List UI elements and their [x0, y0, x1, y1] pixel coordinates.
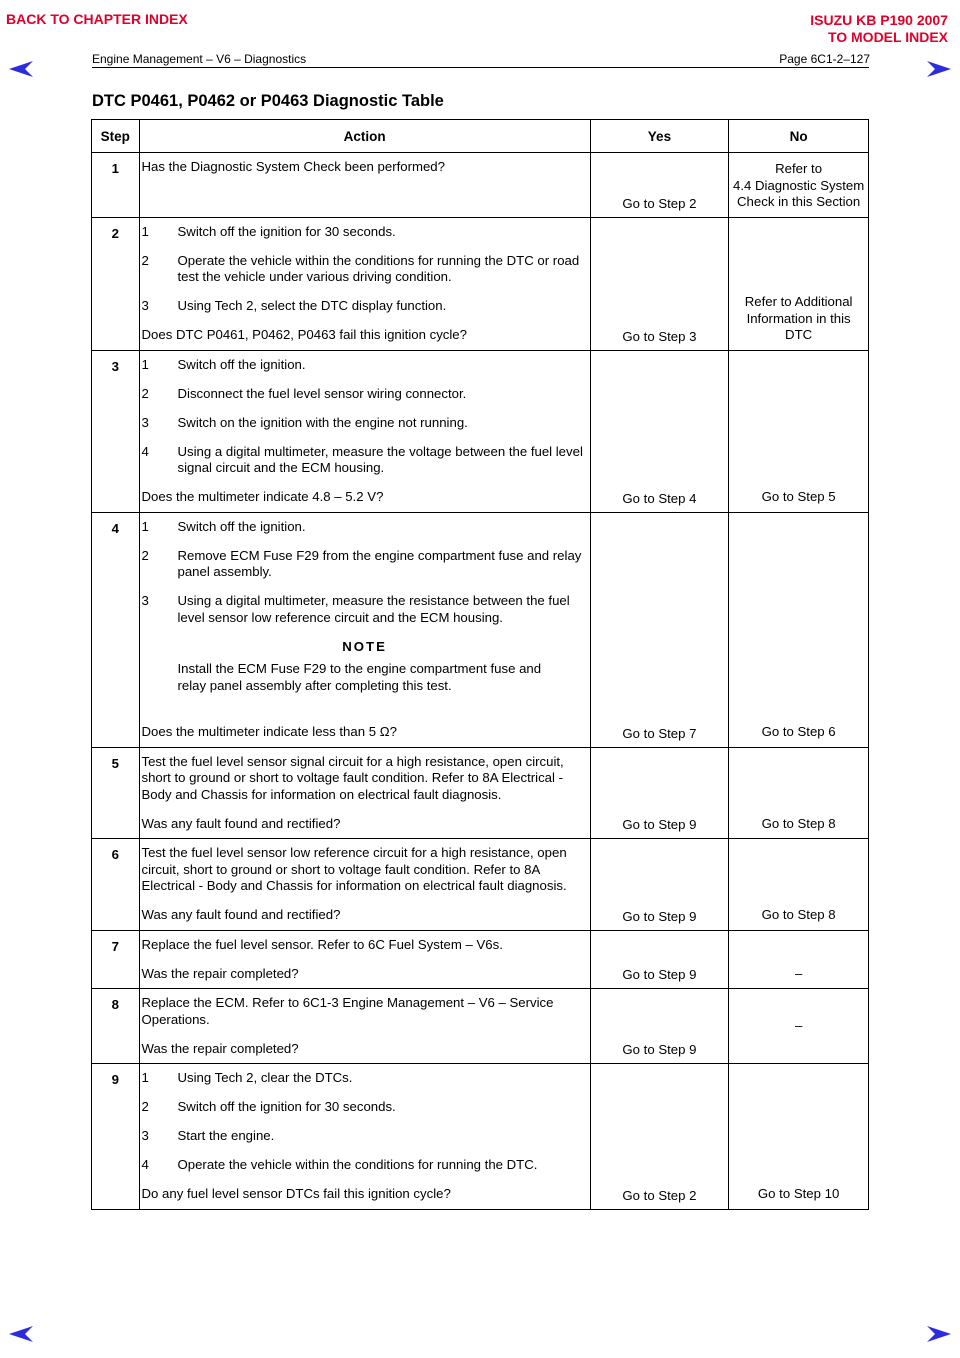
item-number: 1 — [141, 356, 149, 372]
item-number: 3 — [141, 298, 149, 313]
yes-result: Go to Step 7 — [590, 512, 729, 747]
item-text: Using Tech 2, clear the DTCs. — [177, 1070, 353, 1085]
page-number: Page 6C1-2–127 — [779, 52, 870, 66]
action-cell — [139, 839, 590, 931]
no-result: Refer to 4.4 Diagnostic System Check in this Section — [729, 153, 869, 218]
table-header-row — [92, 120, 869, 153]
note-text: Install the ECM Fuse F29 to the engine compartment fuse and relay panel assembly after completing this test. — [177, 661, 542, 693]
item-text: Switch on the ignition with the engine not running. — [177, 414, 468, 430]
to-model-index-link[interactable]: TO MODEL INDEX — [827, 29, 948, 45]
action-text: Test the fuel level sensor signal circuit for a high resistance, open circuit, short to ground or short to voltage fault condition. Refer to 8A Electrical - Body and Chassis for information on electrical fault diagnosis. — [141, 753, 564, 802]
action-question: Does DTC P0461, P0462, P0463 fail this ignition cycle? — [141, 327, 467, 342]
table-row — [92, 153, 869, 218]
item-text: Disconnect the fuel level sensor wiring connector. — [177, 385, 467, 401]
item-text: Remove ECM Fuse F29 from the engine compartment fuse and relay panel assembly. — [177, 547, 582, 579]
table-row — [92, 217, 869, 350]
action-list-item — [142, 1157, 588, 1174]
page-title: DTC P0461, P0462 or P0463 Diagnostic Table — [92, 92, 444, 110]
step-number: 4 — [92, 512, 140, 747]
yes-result: Go to Step 9 — [590, 839, 729, 931]
action-cell — [139, 930, 590, 989]
action-question: Was any fault found and rectified? — [141, 815, 341, 831]
action-text: Has the Diagnostic System Check been performed? — [141, 159, 445, 174]
item-text: Switch off the ignition for 30 seconds. — [177, 223, 396, 239]
item-number: 3 — [141, 1128, 149, 1143]
item-text: Switch off the ignition. — [177, 518, 306, 534]
item-number: 2 — [141, 252, 149, 268]
note-heading: NOTE — [342, 638, 387, 654]
action-list-item — [142, 298, 588, 315]
running-header-title: Engine Management – V6 – Diagnostics — [92, 52, 307, 66]
model-title-link[interactable]: ISUZU KB P190 2007 — [810, 12, 948, 28]
action-text: Test the fuel level sensor low reference circuit for a high resistance, open circuit, short to ground or short to voltage fault condition. Refer to 8A Electrical - Body and Chassis for information on electrical fault diagnosis. — [141, 845, 567, 893]
table-row — [92, 747, 869, 839]
step-number: 8 — [92, 989, 140, 1064]
item-number: 3 — [141, 593, 149, 608]
action-cell — [139, 989, 590, 1064]
step-number: 3 — [92, 350, 140, 512]
item-number: 2 — [141, 385, 149, 401]
action-cell — [139, 153, 590, 218]
previous-page-arrow-icon[interactable] — [8, 60, 34, 78]
item-text: Using a digital multimeter, measure the voltage between the fuel level signal circuit and the ECM housing. — [177, 443, 583, 475]
item-number: 1 — [141, 518, 149, 534]
no-result: Refer to Additional Information in this DTC — [729, 217, 869, 350]
action-cell — [139, 1064, 590, 1210]
item-text: Start the engine. — [177, 1128, 275, 1143]
table-row — [92, 350, 869, 512]
action-list-item — [142, 444, 588, 477]
header-yes: Yes — [590, 120, 729, 153]
table-row — [92, 989, 869, 1064]
item-number: 2 — [141, 547, 149, 563]
next-page-arrow-bottom-icon[interactable] — [926, 1325, 952, 1343]
table-row — [92, 1064, 869, 1210]
step-number: 7 — [92, 930, 140, 989]
item-text: Using a digital multimeter, measure the resistance between the fuel level sensor low reference circuit and the ECM housing. — [177, 593, 570, 625]
header-action: Action — [139, 120, 590, 153]
yes-result: Go to Step 9 — [590, 989, 729, 1064]
action-question: Was the repair completed? — [141, 965, 299, 981]
item-number: 3 — [141, 414, 149, 430]
table-row — [92, 512, 869, 747]
action-list-item — [142, 1128, 588, 1145]
yes-result: Go to Step 2 — [590, 1064, 729, 1210]
action-list-item — [142, 386, 588, 403]
action-list-item — [142, 1099, 588, 1116]
action-list-item — [142, 519, 588, 536]
table-row — [92, 930, 869, 989]
action-cell — [139, 217, 590, 350]
item-number: 4 — [141, 443, 149, 459]
no-result: Go to Step 5 — [729, 350, 869, 512]
no-result: – — [729, 989, 869, 1064]
step-number: 6 — [92, 839, 140, 931]
action-list-item — [142, 548, 588, 581]
yes-result: Go to Step 9 — [590, 747, 729, 839]
action-cell — [139, 512, 590, 747]
header-rule — [92, 67, 869, 68]
item-number: 1 — [141, 223, 149, 239]
item-text: Using Tech 2, select the DTC display function. — [177, 298, 447, 313]
table-row — [92, 839, 869, 931]
table-body — [92, 153, 869, 1210]
item-number: 2 — [141, 1099, 149, 1114]
action-list-item — [142, 224, 588, 241]
yes-result: Go to Step 9 — [590, 930, 729, 989]
step-number: 2 — [92, 217, 140, 350]
item-text: Operate the vehicle within the conditions for running the DTC. — [177, 1157, 538, 1172]
action-question: Does the multimeter indicate less than 5 Ω? — [141, 724, 397, 739]
action-question: Do any fuel level sensor DTCs fail this ignition cycle? — [141, 1186, 451, 1201]
action-text: Replace the fuel level sensor. Refer to 6C Fuel System – V6s. — [141, 936, 503, 952]
step-number: 5 — [92, 747, 140, 839]
action-cell — [139, 350, 590, 512]
action-question: Does the multimeter indicate 4.8 – 5.2 V? — [141, 489, 384, 504]
item-text: Switch off the ignition for 30 seconds. — [177, 1099, 396, 1114]
action-list-item — [142, 253, 588, 286]
header-no: No — [729, 120, 869, 153]
action-text: Replace the ECM. Refer to 6C1-3 Engine Management – V6 – Service Operations. — [141, 995, 554, 1027]
action-list-item — [142, 357, 588, 374]
next-page-arrow-icon[interactable] — [926, 60, 952, 78]
previous-page-arrow-bottom-icon[interactable] — [8, 1325, 34, 1343]
item-number: 1 — [141, 1070, 149, 1085]
item-text: Operate the vehicle within the conditions for running the DTC or road test the vehicle under various driving condition. — [177, 252, 580, 284]
no-result: Go to Step 10 — [729, 1064, 869, 1210]
no-result: Go to Step 8 — [729, 747, 869, 839]
diagnostic-table — [91, 119, 869, 1210]
header-step: Step — [92, 120, 140, 153]
action-list-item — [142, 593, 588, 626]
action-list-item — [142, 1070, 588, 1087]
action-question: Was any fault found and rectified? — [141, 907, 341, 922]
action-cell — [139, 747, 590, 839]
action-question: Was the repair completed? — [141, 1040, 299, 1056]
yes-result: Go to Step 2 — [590, 153, 729, 218]
step-number: 9 — [92, 1064, 140, 1210]
yes-result: Go to Step 4 — [590, 350, 729, 512]
yes-result: Go to Step 3 — [590, 217, 729, 350]
no-result: Go to Step 6 — [729, 512, 869, 747]
no-result: – — [729, 930, 869, 989]
step-number: 1 — [92, 153, 140, 218]
item-text: Switch off the ignition. — [177, 356, 306, 372]
item-number: 4 — [141, 1157, 149, 1172]
no-result: Go to Step 8 — [729, 839, 869, 931]
back-to-chapter-index-link[interactable]: BACK TO CHAPTER INDEX — [6, 11, 188, 27]
action-list-item — [142, 415, 588, 432]
